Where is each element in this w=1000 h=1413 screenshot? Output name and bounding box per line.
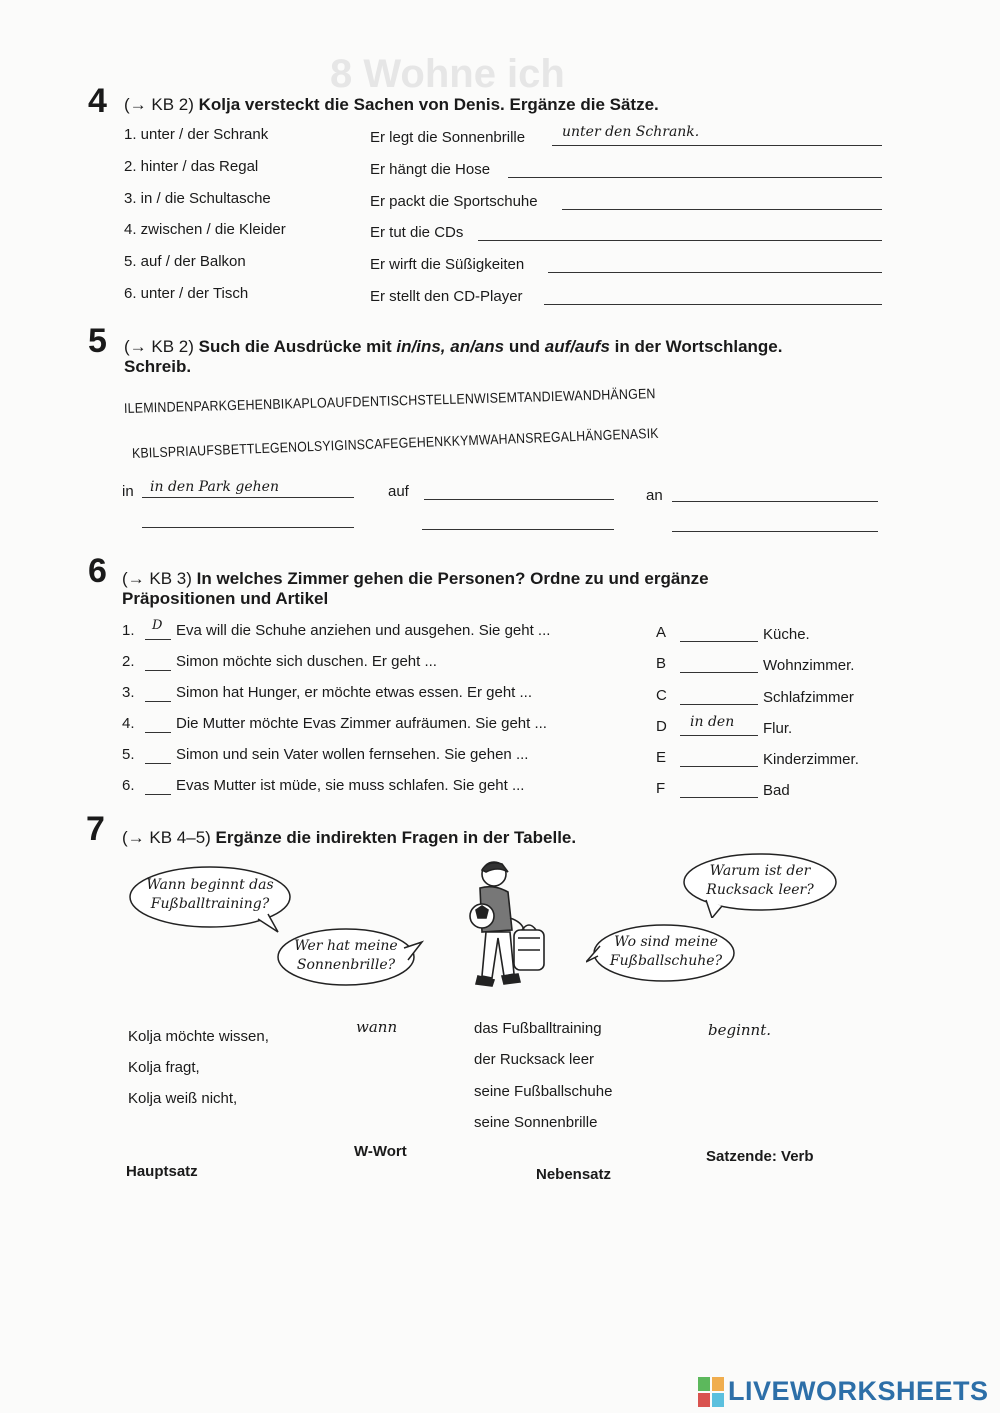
bubble-3-line-2: Fußballschuhe? xyxy=(609,953,723,969)
bubble-3-line-1: Wo sind meine xyxy=(614,934,718,950)
exercise-7-instruction: Ergänze die indirekten Fragen in der Tabelle. xyxy=(215,828,577,847)
exercise-5-instruction-c: in der Wortschlange. xyxy=(614,337,783,356)
bubble-2-line-2: Sonnenbrille? xyxy=(296,957,396,973)
exercise-6-letter-blank-2[interactable] xyxy=(145,670,171,671)
speech-bubble-backpack xyxy=(682,852,838,918)
exercise-5-instruction-em2: auf/aufs xyxy=(544,337,610,356)
exercise-4-answer-line-1[interactable] xyxy=(552,145,882,146)
exercise-4-answer-line-6[interactable] xyxy=(544,304,882,305)
bubble-4-line-1: Warum ist der xyxy=(709,863,811,879)
exercise-4-sentence-6: Er stellt den CD-Player xyxy=(370,288,523,305)
bubble-4-line-2: Rucksack leer? xyxy=(706,882,814,898)
word-snake-1: ILEMINDENPARKGEHENBIKAPLOAUFDENTISCHSTELLENWISEMTANDIEWANDHÄNGEN xyxy=(123,385,656,416)
bubble-text xyxy=(276,937,416,975)
main-clause-2: Kolja fragt, xyxy=(128,1059,200,1076)
an-answer-line-2[interactable] xyxy=(672,531,878,532)
exercise-6-item-number-2: 2. xyxy=(122,653,135,670)
room-name-5: Kinderzimmer. xyxy=(763,751,859,768)
room-name-2: Wohnzimmer. xyxy=(763,657,855,674)
exercise-6-letter-answer-1: D xyxy=(152,618,163,633)
exercise-4-answer-line-3[interactable] xyxy=(562,209,882,210)
label-w-word: W-Wort xyxy=(354,1143,407,1160)
speech-bubble-football-shoes xyxy=(586,922,738,984)
room-preposition-blank-1[interactable] xyxy=(680,641,758,642)
exercise-6-letter-blank-5[interactable] xyxy=(145,763,171,764)
label-nebensatz: Nebensatz xyxy=(536,1166,612,1183)
exercise-6-sentence-5: Simon und sein Vater wollen fernsehen. Sie gehen ... xyxy=(176,746,529,763)
page-chapter-ghost: 8 Wohne ich xyxy=(330,52,565,96)
room-preposition-blank-5[interactable] xyxy=(680,766,758,767)
exercise-4-answer-1: unter den Schrank. xyxy=(562,124,700,140)
bubble-text xyxy=(682,862,838,900)
exercise-4-sentence-5: Er wirft die Süßigkeiten xyxy=(370,256,525,273)
exercise-5-instruction-d: Schreib. xyxy=(124,357,192,376)
room-preposition-blank-4[interactable] xyxy=(680,735,758,736)
word-snake-2: KBILSPRIAUFSBETTLEGENOLSYIGINSCAFEGEHENKKYMWAHANSREGALHÄNGENASIK xyxy=(131,424,659,461)
exercise-6-letter-blank-6[interactable] xyxy=(145,794,171,795)
exercise-4-cue-1: 1. unter / der Schrank xyxy=(124,126,269,143)
room-preposition-blank-6[interactable] xyxy=(680,797,758,798)
exercise-6-sentence-3: Simon hat Hunger, er möchte etwas essen. Er geht ... xyxy=(176,684,533,701)
speech-bubble-sunglasses xyxy=(276,926,424,988)
label-hauptsatz: Hauptsatz xyxy=(126,1163,198,1180)
bubble-text xyxy=(128,876,292,914)
an-answer-line-1[interactable] xyxy=(672,501,878,502)
exercise-4-cue-3: 3. in / die Schultasche xyxy=(124,190,271,207)
room-letter-5: E xyxy=(656,749,667,766)
column-an-label: an xyxy=(646,487,663,504)
boy-with-ball-illustration-icon xyxy=(452,858,562,998)
liveworksheets-logo[interactable] xyxy=(698,1376,989,1407)
exercise-6-item-number-4: 4. xyxy=(122,715,135,732)
exercise-7-heading xyxy=(122,828,576,848)
exercise-4-sentence-2: Er hängt die Hose xyxy=(370,161,491,178)
liveworksheets-badge-icon xyxy=(698,1377,724,1407)
exercise-6-instruction-2: Präpositionen und Artikel xyxy=(122,589,329,608)
exercise-6-sentence-6: Evas Mutter ist müde, sie muss schlafen. Sie geht ... xyxy=(176,777,525,794)
room-preposition-answer-4: in den xyxy=(690,714,735,730)
room-preposition-blank-3[interactable] xyxy=(680,704,758,705)
bubble-1-line-2: Fußballtraining? xyxy=(150,896,270,912)
exercise-4-number: 4 xyxy=(88,82,107,120)
main-clause-1: Kolja möchte wissen, xyxy=(128,1028,269,1045)
exercise-4-sentence-1: Er legt die Sonnenbrille xyxy=(370,129,526,146)
room-letter-3: C xyxy=(656,687,667,704)
auf-answer-line-2[interactable] xyxy=(422,529,614,530)
exercise-4-cue-5: 5. auf / der Balkon xyxy=(124,253,246,270)
in-answer-line-1[interactable] xyxy=(142,497,354,498)
sub-clause-3: seine Fußballschuhe xyxy=(474,1083,613,1100)
room-name-6: Bad xyxy=(763,782,790,799)
exercise-6-item-number-6: 6. xyxy=(122,777,135,794)
exercise-6-heading xyxy=(122,569,709,609)
exercise-5-instruction-a: Such die Ausdrücke mit xyxy=(198,337,392,356)
room-letter-1: A xyxy=(656,624,667,641)
sub-clause-2: der Rucksack leer xyxy=(474,1051,595,1068)
sub-clause-4: seine Sonnenbrille xyxy=(474,1114,598,1131)
exercise-4-cue-4: 4. zwischen / die Kleider xyxy=(124,221,286,238)
main-clause-3: Kolja weiß nicht, xyxy=(128,1090,238,1107)
bubble-1-line-1: Wann beginnt das xyxy=(146,877,274,893)
exercise-6-number: 6 xyxy=(88,552,107,590)
room-letter-2: B xyxy=(656,655,667,672)
exercise-7-ref: (→ KB 4–5) xyxy=(122,828,211,847)
exercise-6-sentence-4: Die Mutter möchte Evas Zimmer aufräumen. Sie geht ... xyxy=(176,715,547,732)
exercise-4-cue-6: 6. unter / der Tisch xyxy=(124,285,249,302)
exercise-6-item-number-5: 5. xyxy=(122,746,135,763)
exercise-4-sentence-3: Er packt die Sportschuhe xyxy=(370,193,538,210)
exercise-6-letter-blank-1[interactable] xyxy=(145,639,171,640)
exercise-6-instruction-1: In welches Zimmer gehen die Personen? Ordne zu und ergänze xyxy=(196,569,709,588)
room-preposition-blank-2[interactable] xyxy=(680,672,758,673)
room-name-3: Schlafzimmer xyxy=(763,689,854,706)
exercise-6-sentence-1: Eva will die Schuhe anziehen und ausgehen. Sie geht ... xyxy=(176,622,551,639)
bubble-text xyxy=(594,933,738,971)
exercise-6-item-number-1: 1. xyxy=(122,622,135,639)
exercise-6-item-number-3: 3. xyxy=(122,684,135,701)
exercise-5-instruction-b: und xyxy=(508,337,540,356)
liveworksheets-wordmark: LIVEWORKSHEETS xyxy=(728,1376,989,1406)
exercise-4-answer-line-2[interactable] xyxy=(508,177,882,178)
exercise-5-ref: (→ KB 2) xyxy=(124,337,194,356)
exercise-6-ref: (→ KB 3) xyxy=(122,569,192,588)
w-word-answer[interactable]: wann xyxy=(356,1018,398,1036)
exercise-6-letter-blank-3[interactable] xyxy=(145,701,171,702)
exercise-6-sentence-2: Simon möchte sich duschen. Er geht ... xyxy=(176,653,437,670)
exercise-5-number: 5 xyxy=(88,322,107,360)
exercise-5-heading xyxy=(124,337,904,377)
exercise-4-instruction: Kolja versteckt die Sachen von Denis. Ergänze die Sätze. xyxy=(198,95,659,114)
room-letter-4: D xyxy=(656,718,667,735)
in-answer-handwritten: in den Park gehen xyxy=(150,479,279,495)
in-answer-line-2[interactable] xyxy=(142,527,354,528)
exercise-4-heading xyxy=(124,95,659,115)
speech-bubble-training xyxy=(128,864,296,934)
room-letter-6: F xyxy=(656,780,666,797)
room-name-4: Flur. xyxy=(763,720,793,737)
exercise-4-answer-line-5[interactable] xyxy=(548,272,882,273)
verb-answer[interactable]: beginnt. xyxy=(708,1021,771,1039)
exercise-4-sentence-4: Er tut die CDs xyxy=(370,224,464,241)
column-in-label: in xyxy=(122,483,134,500)
exercise-5-instruction-em: in/ins, an/ans xyxy=(396,337,505,356)
exercise-6-letter-blank-4[interactable] xyxy=(145,732,171,733)
exercise-7-number: 7 xyxy=(86,810,105,848)
exercise-4-answer-line-4[interactable] xyxy=(478,240,882,241)
exercise-4-cue-2: 2. hinter / das Regal xyxy=(124,158,259,175)
bubble-2-line-1: Wer hat meine xyxy=(294,938,398,954)
auf-answer-line-1[interactable] xyxy=(424,499,614,500)
column-auf-label: auf xyxy=(388,483,409,500)
label-satzende-verb: Satzende: Verb xyxy=(706,1148,814,1165)
sub-clause-1: das Fußballtraining xyxy=(474,1020,602,1037)
room-name-1: Küche. xyxy=(763,626,810,643)
exercise-4-ref: (→ KB 2) xyxy=(124,95,194,114)
